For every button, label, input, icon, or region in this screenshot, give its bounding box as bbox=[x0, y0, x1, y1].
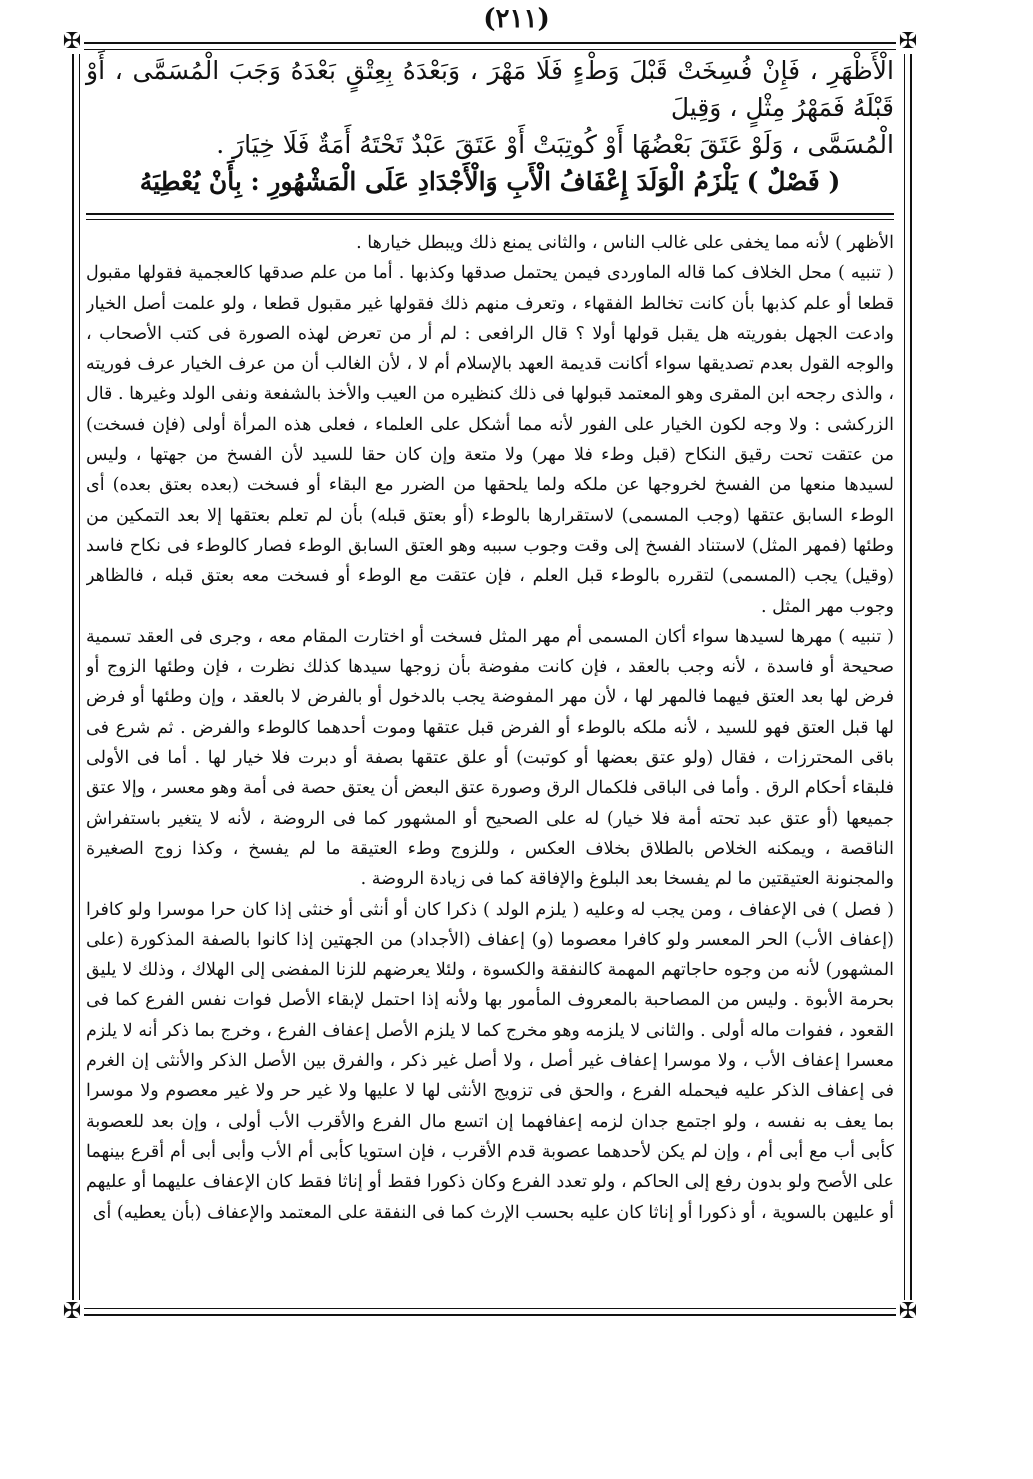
section-divider bbox=[86, 213, 894, 215]
sharh-paragraph: ( تنبيه ) مهرها لسيدها سواء أكان المسمى أم مهر المثل فسخت أو اختارت المقام معه ، وجرى فى العقد تسمية صحيحة أو فاسدة ، لأنه وجب بالعقد ، فإن كانت مفوضة بأن زوجها سيدها كذلك نظرت ، فإن وطئها الزوج أو فرض لها بعد العتق فيهما فالمهر لها ، لأن مهر المفوضة يجب بالدخول أو بالفرض لا بالعقد ، وإن وطئها أو فرض لها قبل العتق فهو للسيد ، لأنه ملكه بالوطء أو الفرض قبل عتقها وموت أحدهما كالوطء والفرض . ثم شرع فى باقى المحترزات ، فقال (ولو عتق بعضها أو كوتبت) أو علق عتقها بصفة أو دبرت فلا خيار لها . أما فى الأولى فلبقاء أحكام الرق . وأما فى الباقى فلكمال الرق وصورة عتق البعض أن يعتق حصة فى أمة وهو معسر ، وإلا عتق جميعها (أو عتق عبد تحته أمة فلا خيار) له على الصحيح أو المشهور كما فى الروضة ، لأنه لا يتغير باستفراش الناقصة ، ويمكنه الخلاص بالطلاق بخلاف العكس ، وللزوج وطء العتيقة ما لم يفسخ ، وكذا زوج الصغيرة والمجنونة العتيقتين ما لم يفسخا بعد البلوغ والإفاقة كما فى زيادة الروضة . bbox=[86, 626, 894, 890]
page-number: (٢١١) bbox=[483, 4, 550, 34]
corner-ornament-icon: ✠ bbox=[896, 30, 920, 54]
matn-text bbox=[86, 52, 894, 200]
corner-ornament-icon: ✠ bbox=[60, 1300, 84, 1324]
sharh-text bbox=[86, 228, 894, 1306]
matn-line: ( فَصْلٌ ) يَلْزَمُ الْوَلَدَ إِعْفَافُ الْأَبِ وَالْأَجْدَادِ عَلَى الْمَشْهُورِ : بِأَنْ يُعْطِيَهُ bbox=[139, 167, 841, 196]
corner-ornament-icon: ✠ bbox=[896, 1300, 920, 1324]
sharh-paragraph: ( تنبيه ) محل الخلاف كما قاله الماوردى فيمن يحتمل صدقها وكذبها . أما من علم صدقها كالعجمية فقولها مقبول قطعا أو علم كذبها بأن كانت تخالط الفقهاء ، وتعرف منهم ذلك فقولها غير مقبول قطعا ، ولو علمت أصل الخيار وادعت الجهل بفوريته هل يقبل قولها أولا ؟ قال الرافعى : لم أر من تعرض لهذه الصورة فى كتب الأصحاب ، والوجه القول بعدم تصديقها سواء أكانت قديمة العهد بالإسلام أم لا ، لأن الغالب أن من عرف الخيار عرف فوريته ، والذى رجحه ابن المقرى وهو المعتمد قبولها فى ذلك كنظيره من العيب والأخذ بالشفعة ونفى الولد وغيرها . قال الزركشى : ولا وجه لكون الخيار على الفور لأنه مما أشكل على العلماء ، فعلى هذه المرأة أولى (فإن فسخت) من عتقت تحت رقيق النكاح (قبل وطء فلا مهر) ولا متعة وإن كان حقا للسيد لأن الفسخ من جهتها ، وليس لسيدها منعها من الفسخ لخروجها عن ملكه ولما يلحقها من الضرر مع البقاء أو فسخت (بعده بعتق بعده) أى الوطء السابق عتقها (وجب المسمى) لاستقرارها بالوطء (أو بعتق قبله) بأن لم تعلم بعتقها إلا بعد التمكين من وطئها (فمهر المثل) لاستناد الفسخ إلى وقت وجوب سببه وهو العتق السابق الوطء فصار كالوطء فى نكاح فاسد (وقيل) يجب (المسمى) لتقرره بالوطء قبل العلم ، فإن عتقت مع الوطء أو فسخت معه بعتق قبله ، فالظاهر وجوب مهر المثل . bbox=[86, 263, 894, 617]
sharh-paragraph: الأظهر ) لأنه مما يخفى على غالب الناس ، والثانى يمنع ذلك ويبطل خيارها . bbox=[356, 233, 894, 253]
corner-ornament-icon: ✠ bbox=[60, 30, 84, 54]
section-divider bbox=[86, 219, 894, 220]
matn-line: الْمُسَمَّى ، وَلَوْ عَتَقَ بَعْضُهَا أَوْ كُوتِبَتْ أَوْ عَتَقَ عَبْدٌ تَحْتَهُ أَمَةٌ فَلَا خِيَارَ . bbox=[216, 130, 894, 159]
sharh-paragraph: ( فصل ) فى الإعفاف ، ومن يجب له وعليه ( يلزم الولد ) ذكرا كان أو أنثى أو خنثى إذا كان حرا موسرا ولو كافرا (إعفاف الأب) الحر المعسر ولو كافرا معصوما (و) إعفاف (الأجداد) من الجهتين إذا كانوا بالصفة المذكورة (على المشهور) لأنه من وجوه حاجاتهم المهمة كالنفقة والكسوة ، ولئلا يعرضهم للزنا المفضى إلى الهلاك ، وذلك لا يليق بحرمة الأبوة . وليس من المصاحبة بالمعروف المأمور بها ولأنه إذا احتمل لإبقاء الأصل فوات نفس الفرع كما فى القعود ، ففوات ماله أولى . والثانى لا يلزمه وهو مخرج كما لا يلزم الأصل إعفاف الفرع ، وخرج بما ذكر أنه لا يلزم معسرا إعفاف الأب ، ولا موسرا إعفاف غير أصل ، ولا أصل غير ذكر ، والفرق بين الأصل الذكر والأنثى إن الغرم فى إعفاف الذكر عليه فيحمله الفرع ، والحق فى تزويج الأنثى لها لا عليها ولا غير حر ولا غير معصوم ولا موسرا بما يعف به نفسه ، ولو اجتمع جدان لزمه إعفافهما إن اتسع مال الفرع والأقرب الأب أولى ، وإن بعد للعصوبة كأبى أب مع أبى أم ، وإن لم يكن لأحدهما عصوبة قدم الأقرب ، فإن استويا كأبى أم الأب وأبى أبى أم أقرع بينهما على الأصح ولو بدون رفع إلى الحاكم ، ولو تعدد الفرع وكان ذكورا فقط أو إناثا فقط كان الإعفاف عليهما أو عليهم أو عليهن بالسوية ، أو ذكورا أو إناثا كان عليه بحسب الإرث كما فى النفقة على المعتمد والإعفاف (بأن يعطيه) أى bbox=[86, 899, 894, 1223]
matn-line: الْأَظْهَرِ ، فَإِنْ فُسِخَتْ قَبْلَ وَطْءٍ فَلَا مَهْرَ ، وَبَعْدَهُ بِعِتْقٍ بَعْدَهُ وَجَبَ الْمُسَمَّى ، أَوْ قَبْلَهُ فَمَهْرُ مِثْلٍ ، وَقِيلَ bbox=[86, 56, 894, 122]
